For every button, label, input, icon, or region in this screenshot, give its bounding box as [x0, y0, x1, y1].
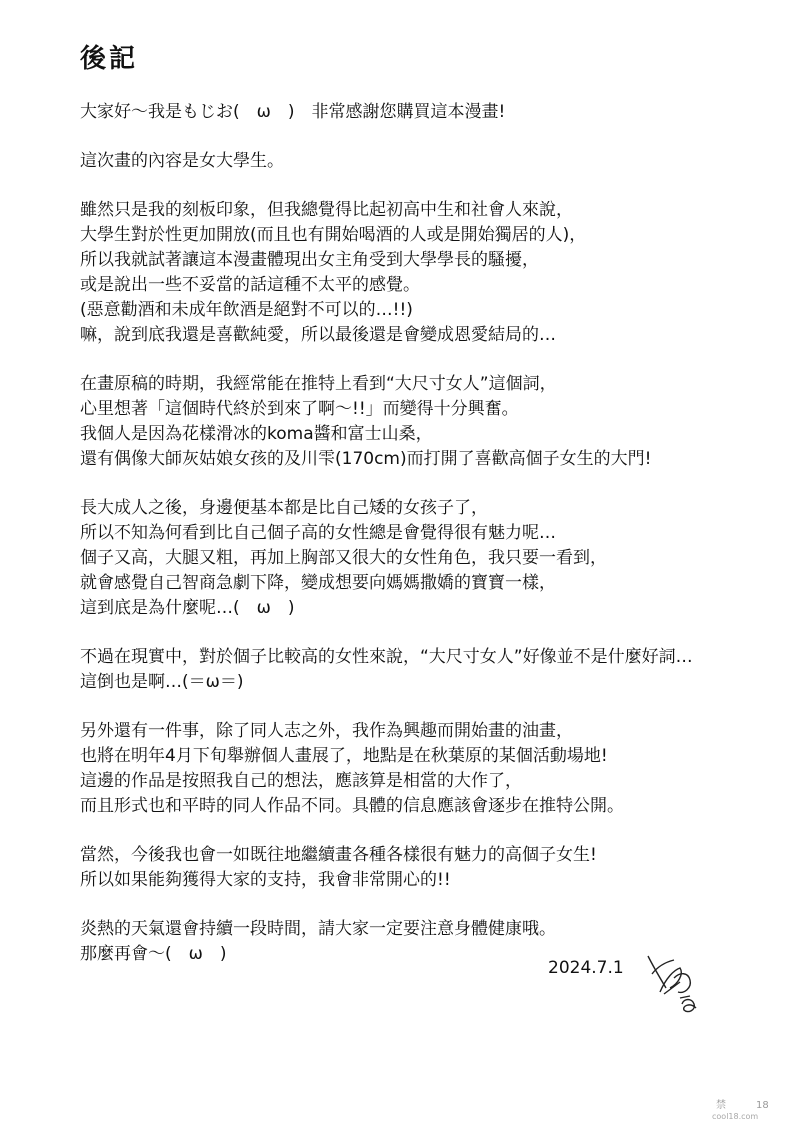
text-line: 雖然只是我的刻板印象，但我總覺得比起初高中生和社會人來說，: [80, 200, 573, 220]
paragraph: [80, 198, 780, 348]
text-line: 心里想著「這個時代終於到來了啊～!!」而變得十分興奮。: [80, 399, 519, 419]
text-line: 這次畫的內容是女大學生。: [80, 151, 284, 171]
text-line: 大家好～我是もじお( ω ) 非常感謝您購買這本漫畫!: [80, 102, 506, 122]
text-line: 也將在明年4月下旬舉辦個人畫展了，地點是在秋葉原的某個活動場地!: [80, 746, 608, 766]
paragraph: [80, 719, 780, 819]
text-line: 另外還有一件事，除了同人志之外，我作為興趣而開始畫的油畫，: [80, 721, 573, 741]
text-line: 嘛，說到底我還是喜歡純愛，所以最後還是會變成恩愛結局的…: [80, 325, 556, 345]
svg-text:禁: 禁: [716, 1100, 726, 1111]
text-line: 這倒也是啊…(＝ω＝): [80, 672, 244, 692]
paragraph: [80, 843, 780, 893]
text-line: 長大成人之後，身邊便基本都是比自己矮的女孩子了，: [80, 498, 488, 518]
text-line: 當然，今後我也會一如既往地繼續畫各種各樣很有魅力的高個子女生!: [80, 845, 597, 865]
svg-text:cool18.com: cool18.com: [712, 1112, 759, 1121]
text-line: 那麼再會～( ω ): [80, 944, 227, 964]
text-line: 這邊的作品是按照我自己的想法，應該算是相當的大作了，: [80, 771, 522, 791]
text-line: 個子又高，大腿又粗，再加上胸部又很大的女性角色，我只要一看到，: [80, 548, 607, 568]
paragraph: [80, 149, 780, 174]
text-line: 還有偶像大師灰姑娘女孩的及川雫(170cm)而打開了喜歡高個子女生的大門!: [80, 449, 652, 469]
text-line: 不過在現實中，對於個子比較高的女性來說，“大尺寸女人”好像並不是什麼好詞…: [80, 647, 693, 667]
text-line: 所以如果能夠獲得大家的支持，我會非常開心的!!: [80, 870, 451, 890]
text-line: 或是說出一些不妥當的話這種不太平的感覺。: [80, 275, 420, 295]
text-line: 在畫原稿的時期，我經常能在推特上看到“大尺寸女人”這個詞，: [80, 374, 557, 394]
text-line: 這到底是為什麼呢…( ω ): [80, 598, 295, 618]
text-line: 而且形式也和平時的同人作品不同。具體的信息應該會逐步在推特公開。: [80, 796, 624, 816]
svg-text:18: 18: [756, 1100, 769, 1111]
date-label: 2024.7.1: [548, 958, 624, 978]
page-title: 後記: [80, 44, 139, 74]
text-line: 所以不知為何看到比自己個子高的女性總是會覺得很有魅力呢…: [80, 523, 556, 543]
text-line: 炎熱的天氣還會持續一段時間，請大家一定要注意身體健康哦。: [80, 919, 556, 939]
watermark-logo: [710, 1097, 780, 1123]
text-line: (惡意勸酒和未成年飲酒是絕對不可以的…!!): [80, 300, 413, 320]
paragraph: [80, 100, 780, 125]
signature-icon: [640, 948, 710, 1023]
afterword-body: [80, 100, 780, 991]
text-line: 我個人是因為花樣滑冰的koma醬和富士山桑，: [80, 424, 433, 444]
paragraph: [80, 645, 780, 695]
text-line: 所以我就試著讓這本漫畫體現出女主角受到大學學長的騷擾，: [80, 250, 539, 270]
paragraph: [80, 372, 780, 472]
paragraph: [80, 496, 780, 621]
text-line: 就會感覺自己智商急劇下降，變成想要向媽媽撒嬌的寶寶一樣，: [80, 573, 556, 593]
text-line: 大學生對於性更加開放(而且也有開始喝酒的人或是開始獨居的人)，: [80, 225, 587, 245]
